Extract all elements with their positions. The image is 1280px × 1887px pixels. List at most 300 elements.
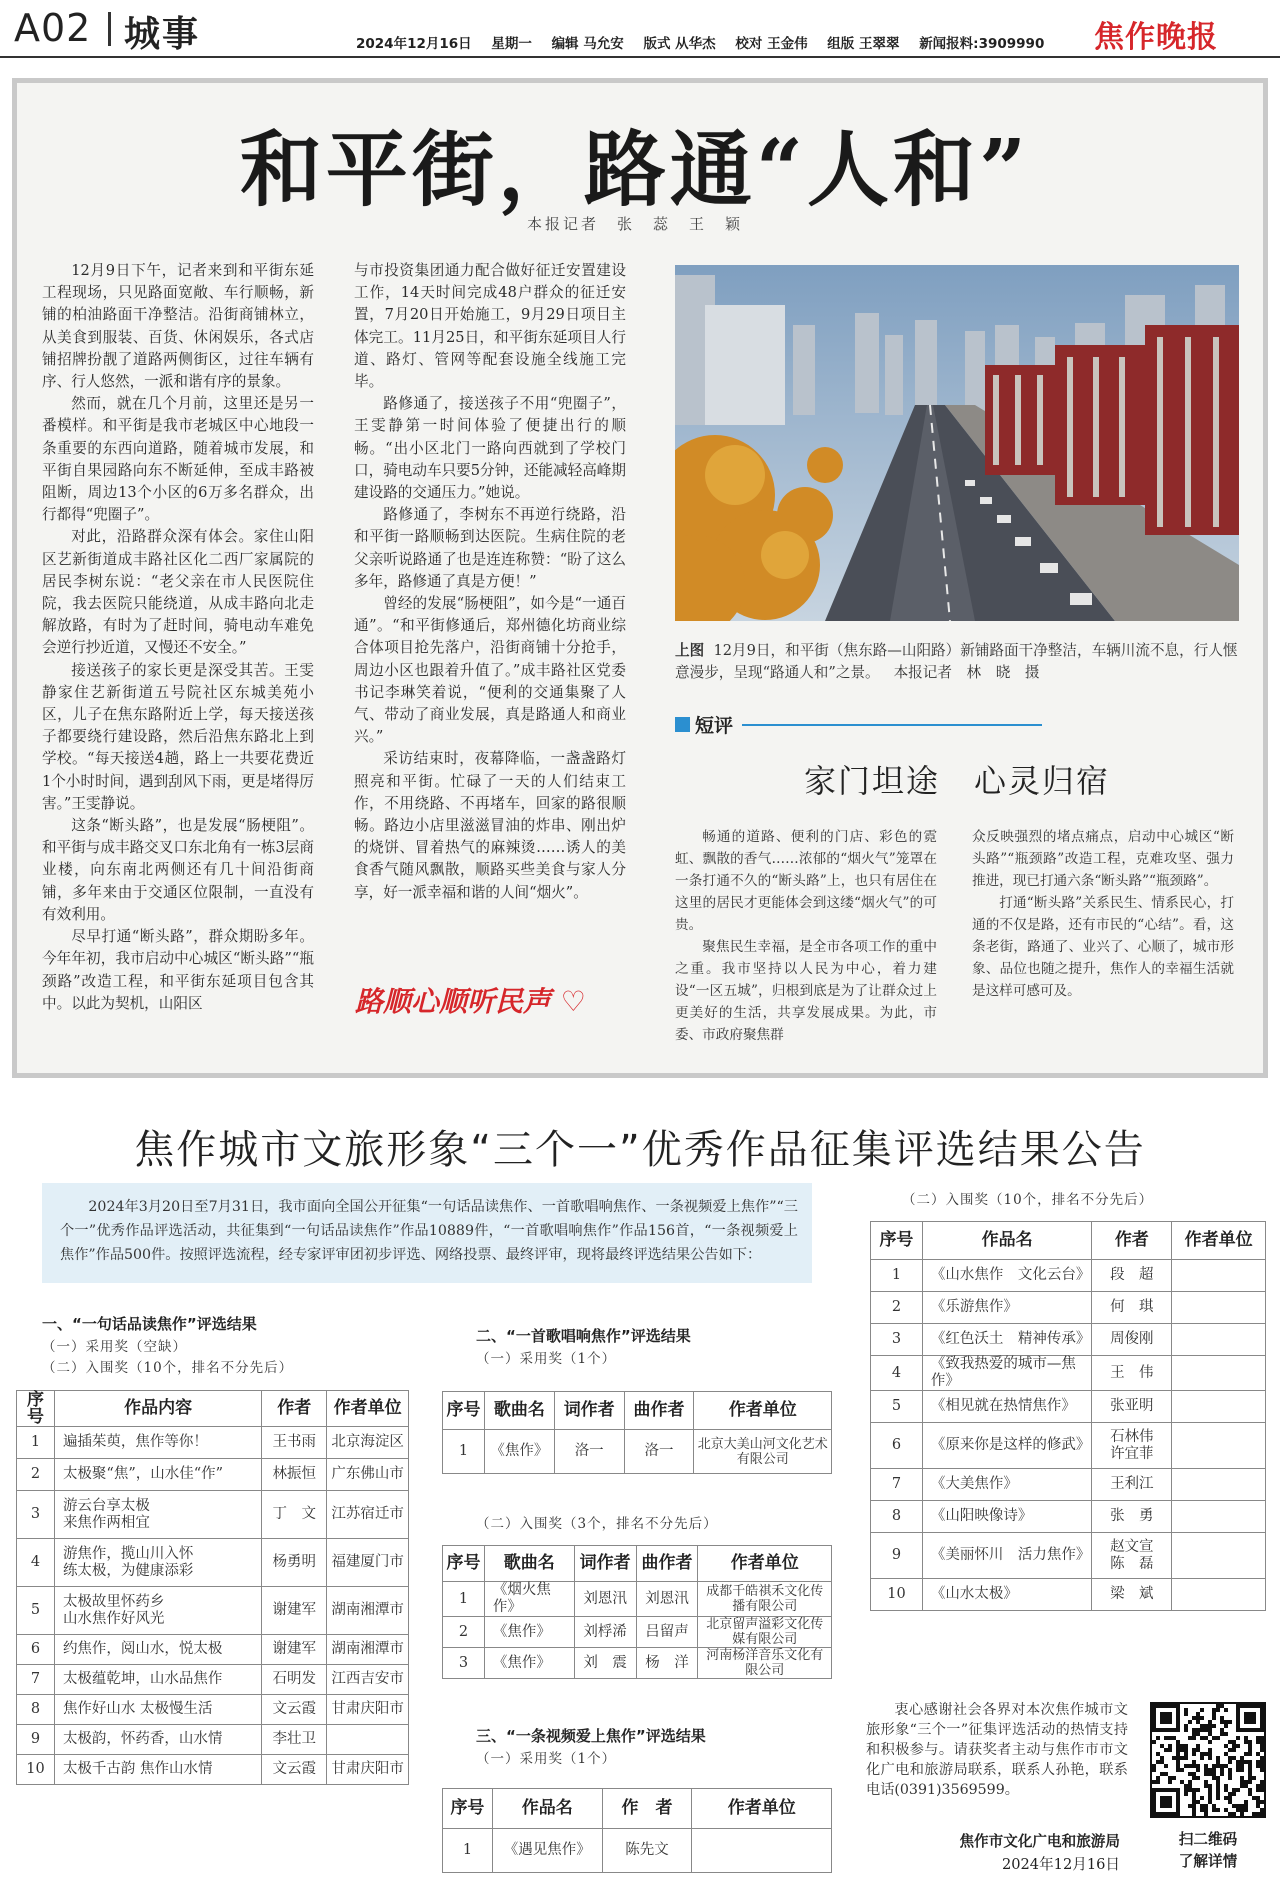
qr-module (1160, 1744, 1164, 1748)
qr-module (1240, 1756, 1244, 1760)
article-paragraph: 对此，沿路群众深有体会。家住山阳区艺新街道成丰路社区化二西厂家属院的居民李树东说：“老父亲在市人民医院住院，我去医院只能绕道，从成丰路向北走解放路，有时为了赶时间，骑电动车难免会逆行抄近道，又慢还不安全。” (42, 528, 314, 657)
table-cell: 5 (871, 1391, 923, 1423)
qr-module (1192, 1760, 1196, 1764)
qr-module (1184, 1724, 1188, 1728)
issue-date: 2024年12月16日 (356, 36, 472, 52)
qr-module (1192, 1764, 1196, 1768)
table-row (17, 1635, 409, 1665)
table-cell: 文云霞 (262, 1755, 327, 1785)
table-cell: 石明发 (262, 1665, 327, 1695)
column-header: 曲作者 (624, 1392, 694, 1430)
editor-credit: 编辑 马允安 (551, 36, 624, 52)
qr-module (1184, 1792, 1188, 1796)
column-header: 作品名 (922, 1222, 1092, 1260)
qr-module (1192, 1732, 1196, 1736)
table-cell: 段 超 (1092, 1260, 1172, 1292)
qr-module (1260, 1808, 1264, 1812)
table-cell: 刘桴浠 (574, 1617, 636, 1648)
table-row (871, 1292, 1266, 1324)
table-cell: 吕留声 (636, 1617, 698, 1648)
table-cell (1172, 1423, 1266, 1469)
qr-module (1208, 1748, 1212, 1752)
qr-module (1240, 1804, 1244, 1808)
table-header-row (443, 1392, 832, 1430)
qr-module (1224, 1808, 1228, 1812)
table-cell: 湖南湘潭市 (327, 1587, 409, 1635)
qr-module (1204, 1772, 1208, 1776)
table-cell: 福建厦门市 (327, 1539, 409, 1587)
section-2-title: 二、“一首歌唱响焦作”评选结果 (476, 1327, 691, 1345)
commentary-tag-label: 短评 (695, 714, 734, 737)
table-cell: 江西吉安市 (327, 1665, 409, 1695)
table-cell: 洛一 (554, 1430, 624, 1474)
qr-module (1180, 1756, 1184, 1760)
qr-module (1220, 1716, 1224, 1720)
qr-module (1224, 1752, 1228, 1756)
column-header: 歌曲名 (484, 1392, 554, 1430)
edition-meta (356, 32, 1059, 52)
qr-module (1248, 1752, 1252, 1756)
qr-module (1260, 1788, 1264, 1792)
table-cell: 6 (871, 1423, 923, 1469)
qr-module (1208, 1720, 1212, 1724)
section-1-title: 一、“一句话品读焦作”评选结果 (42, 1315, 257, 1333)
table-cell: 甘肃庆阳市 (327, 1695, 409, 1725)
qr-module (1184, 1748, 1188, 1752)
table-header-row (17, 1391, 409, 1427)
table-cell: 太极蕴乾坤，山水品焦作 (54, 1665, 261, 1695)
qr-module (1224, 1732, 1228, 1736)
qr-module (1200, 1756, 1204, 1760)
qr-module (1188, 1772, 1192, 1776)
table-cell: 3 (17, 1491, 55, 1539)
qr-module (1184, 1752, 1188, 1756)
slogan-banner (355, 980, 586, 1020)
qr-module (1196, 1744, 1200, 1748)
qr-module (1168, 1780, 1172, 1784)
table-cell: 约焦作，阅山水，悦太极 (54, 1635, 261, 1665)
qr-caption: 扫二维码 了解详情 (1178, 1831, 1238, 1870)
qr-module (1224, 1724, 1228, 1728)
qr-module (1196, 1788, 1200, 1792)
qr-module (1192, 1716, 1196, 1720)
section-1-shortlist: （二）入围奖（10个，排名不分先后） (42, 1360, 294, 1376)
article-paragraph: 这条“断头路”，也是发展“肠梗阻”。和平街与成丰路交叉口东北角有一栋3层商业楼，向东南北两侧还有几十间沿街商铺，多年来由于交通区位限制，一直没有有效利用。 (42, 817, 314, 923)
qr-module (1160, 1772, 1164, 1776)
qr-module (1256, 1760, 1260, 1764)
article-paragraph: 12月9日下午，记者来到和平街东延工程现场，只见路面宽敞、车行顺畅，新铺的柏油路面干净整洁。沿街商铺林立，从美食到服装、百货、休闲娱乐，各式店铺招牌扮靓了道路两侧街区，过往车辆有序、行人悠然，一派和谐有序的景象。 (42, 262, 314, 391)
qr-module (1260, 1756, 1264, 1760)
table-cell: 游焦作，揽山川入怀 练太极，为健康添彩 (54, 1539, 261, 1587)
qr-module (1216, 1756, 1220, 1760)
qr-module (1236, 1808, 1240, 1812)
qr-module (1220, 1764, 1224, 1768)
qr-module (1260, 1760, 1264, 1764)
qr-module (1196, 1776, 1200, 1780)
table-cell: 遍插茱萸，焦作等你！ (54, 1427, 261, 1459)
qr-module (1232, 1804, 1236, 1808)
announcement-title: 焦作城市文旅形象“三个一”优秀作品征集评选结果公告 (134, 1127, 1146, 1173)
qr-module (1196, 1768, 1200, 1772)
qr-module (1204, 1768, 1208, 1772)
column-header: 序号 (17, 1391, 55, 1427)
qr-module (1260, 1748, 1264, 1752)
qr-module (1240, 1768, 1244, 1772)
table-cell (1172, 1391, 1266, 1423)
table-row (871, 1533, 1266, 1579)
table-cell: 7 (871, 1469, 923, 1501)
table-cell: 9 (17, 1725, 55, 1755)
qr-module (1240, 1776, 1244, 1780)
qr-module (1168, 1744, 1172, 1748)
qr-module (1244, 1784, 1248, 1788)
qr-module (1180, 1744, 1184, 1748)
qr-module (1252, 1796, 1256, 1800)
table-cell: 8 (17, 1695, 55, 1725)
qr-module (1260, 1768, 1264, 1772)
qr-module (1256, 1812, 1260, 1816)
song-shortlist-table (442, 1545, 832, 1679)
qr-module (1176, 1752, 1180, 1756)
column-header: 作者单位 (1172, 1222, 1266, 1260)
qr-module (1192, 1776, 1196, 1780)
qr-module (1212, 1804, 1216, 1808)
qr-module (1256, 1788, 1260, 1792)
qr-module (1192, 1728, 1196, 1732)
qr-module (1256, 1764, 1260, 1768)
qr-module (1228, 1796, 1232, 1800)
table-cell: 《美丽怀川 活力焦作》 (922, 1533, 1092, 1579)
table-cell: 1 (17, 1427, 55, 1459)
announcement-intro: 2024年3月20日至7月31日，我市面向全国公开征集“一句话品读焦作、一首歌唱响焦作、一条视频爱上焦作”“三个一”优秀作品评选活动，共征集到“一句话品读焦作”作品10889件，“一首歌唱响焦作”作品156首，“一条视频爱上焦作”作品500件。按照评选流程，经专家评审团初步评选、网络投票、最终评审，现将最终评选结果公告如下： (42, 1183, 812, 1283)
qr-module (1244, 1760, 1248, 1764)
qr-module (1172, 1776, 1176, 1780)
qr-code[interactable] (1150, 1702, 1266, 1818)
qr-module (1192, 1752, 1196, 1756)
table-cell: 焦作好山水 太极慢生活 (54, 1695, 261, 1725)
qr-module (1212, 1808, 1216, 1812)
qr-module (1260, 1780, 1264, 1784)
qr-module (1248, 1780, 1252, 1784)
table-cell: 《致我热爱的城市—焦作》 (922, 1356, 1092, 1391)
masthead-divider (108, 12, 111, 46)
qr-module (1220, 1768, 1224, 1772)
article-paragraph: 尽早打通“断头路”，群众期盼多年。今年年初，我市启动中心城区“断头路”“瓶颈路”改造工程，和平街东延项目包含其中。以此为契机，山阳区 (42, 928, 314, 1012)
qr-module (1176, 1760, 1180, 1764)
qr-module (1192, 1804, 1196, 1808)
qr-module (1224, 1720, 1228, 1724)
qr-module (1216, 1704, 1220, 1708)
table-row (871, 1501, 1266, 1533)
column-header: 序号 (443, 1789, 493, 1829)
qr-module (1216, 1808, 1220, 1812)
qr-module (1248, 1744, 1252, 1748)
qr-module (1244, 1800, 1248, 1804)
photo-caption (675, 640, 1239, 684)
table-cell: 9 (871, 1533, 923, 1579)
qr-module (1228, 1812, 1232, 1816)
qr-module (1176, 1756, 1180, 1760)
qr-module (1196, 1712, 1200, 1716)
table-cell: 刘 震 (574, 1648, 636, 1679)
qr-module (1256, 1740, 1260, 1744)
qr-module (1212, 1724, 1216, 1728)
qr-module (1232, 1812, 1236, 1816)
qr-module (1188, 1764, 1192, 1768)
qr-module (1152, 1740, 1156, 1744)
qr-module (1228, 1720, 1232, 1724)
table-cell: 4 (17, 1539, 55, 1587)
qr-module (1200, 1728, 1204, 1732)
qr-module (1224, 1788, 1228, 1792)
table-cell (1172, 1324, 1266, 1356)
qr-module (1244, 1780, 1248, 1784)
qr-module (1216, 1776, 1220, 1780)
qr-module (1224, 1764, 1228, 1768)
section-name: 城事 (124, 14, 201, 55)
caption-lead: 上图 (675, 642, 705, 659)
table-row (443, 1582, 832, 1617)
qr-module (1176, 1764, 1180, 1768)
table-row (443, 1617, 832, 1648)
qr-module (1188, 1736, 1192, 1740)
qr-module (1168, 1748, 1172, 1752)
qr-module (1204, 1724, 1208, 1728)
qr-module (1256, 1784, 1260, 1788)
commentary-paragraph: 聚焦民生幸福，是全市各项工作的重中之重。我市坚持以人民为中心，着力建设“一区五城”，归根到底是为了让群众过上更美好的生活，共享发展成果。为此，市委、市政府聚焦群 (675, 939, 937, 1043)
video-adopt-table (442, 1788, 832, 1873)
table-cell: 1 (871, 1260, 923, 1292)
qr-module (1208, 1724, 1212, 1728)
qr-module (1204, 1804, 1208, 1808)
qr-module (1224, 1796, 1228, 1800)
qr-module (1196, 1728, 1200, 1732)
table-row (443, 1430, 832, 1474)
qr-module (1248, 1764, 1252, 1768)
qr-module (1260, 1812, 1264, 1816)
qr-module (1192, 1800, 1196, 1804)
table-row (17, 1695, 409, 1725)
qr-module (1208, 1752, 1212, 1756)
table-cell: 李壮卫 (262, 1725, 327, 1755)
qr-module (1236, 1804, 1240, 1808)
table-cell: 1 (443, 1430, 485, 1474)
table-row (871, 1391, 1266, 1423)
table-cell: 《原来你是这样的修武》 (922, 1423, 1092, 1469)
qr-module (1180, 1748, 1184, 1752)
section-3-adopt: （一）采用奖（1个） (476, 1751, 617, 1767)
qr-module (1208, 1796, 1212, 1800)
qr-module (1240, 1760, 1244, 1764)
qr-module (1256, 1804, 1260, 1808)
qr-module (1200, 1752, 1204, 1756)
table-cell: 河南杨洋音乐文化有限公司 (698, 1648, 832, 1679)
qr-module (1212, 1736, 1216, 1740)
table-cell: 张亚明 (1092, 1391, 1172, 1423)
table-cell: 太极韵，怀药香，山水情 (54, 1725, 261, 1755)
table-header-row (871, 1222, 1266, 1260)
qr-module (1152, 1780, 1156, 1784)
table-row (871, 1579, 1266, 1611)
table-cell: 石林伟 许宜菲 (1092, 1423, 1172, 1469)
qr-module (1216, 1780, 1220, 1784)
table-cell: 3 (871, 1324, 923, 1356)
table-cell (1172, 1260, 1266, 1292)
table-cell: 陈先文 (602, 1829, 692, 1873)
table-cell: 刘恩汛 (574, 1582, 636, 1617)
commentary-rule (742, 724, 1042, 726)
qr-module (1228, 1760, 1232, 1764)
qr-module (1216, 1760, 1220, 1764)
table-cell: 《焦作》 (484, 1617, 574, 1648)
qr-module (1252, 1812, 1256, 1816)
table-cell (327, 1725, 409, 1755)
qr-module (1164, 1748, 1168, 1752)
qr-module (1200, 1736, 1204, 1740)
qr-module (1184, 1756, 1188, 1760)
qr-module (1176, 1744, 1180, 1748)
feature-headline: 和平街，路通“人和” (239, 122, 1031, 218)
table-cell: 7 (17, 1665, 55, 1695)
article-paragraph: 然而，就在几个月前，这里还是另一番模样。和平街是我市老城区中心地段一条重要的东西向道路，随着城市发展，和平街自果园路向东不断延伸，至成丰路被阻断，周边13个小区的6万多名群众，出行都得“兜圈子”。 (42, 395, 314, 524)
qr-module (1196, 1716, 1200, 1720)
column-header: 作者单位 (327, 1391, 409, 1427)
issue-date-footer: 2024年12月16日 (1001, 1856, 1120, 1873)
qr-module (1192, 1812, 1196, 1816)
qr-module (1188, 1720, 1192, 1724)
qr-module (1240, 1784, 1244, 1788)
section-3-title: 三、“一条视频爱上焦作”评选结果 (476, 1727, 706, 1745)
qr-module (1220, 1728, 1224, 1732)
qr-module (1232, 1788, 1236, 1792)
commentary-title: 家门坦途 心灵归宿 (803, 762, 1110, 800)
article-paragraph: 曾经的发展“肠梗阻”，如今是“一通百通”。“和平街修通后，郑州德化坊商业综合体项目抢先落户，沿街商铺十分抢手，周边小区也跟着升值了。”成丰路社区党委书记李琳笑着说，“便利的交通集聚了人气、带动了商业发展，真是路通人和商业兴。” (354, 595, 626, 746)
qr-module (1156, 1760, 1160, 1764)
article-column-2 (354, 260, 626, 904)
compose-credit: 组版 王翠翠 (827, 36, 900, 52)
qr-module (1228, 1756, 1232, 1760)
qr-module (1216, 1792, 1220, 1796)
qr-module (1204, 1812, 1208, 1816)
table-cell: 甘肃庆阳市 (327, 1755, 409, 1785)
column-header: 序号 (871, 1222, 923, 1260)
qr-module (1160, 1756, 1164, 1760)
qr-module (1212, 1708, 1216, 1712)
qr-module (1200, 1724, 1204, 1728)
qr-module (1228, 1776, 1232, 1780)
qr-module (1184, 1728, 1188, 1732)
table-cell: 太极故里怀药乡 山水焦作好风光 (54, 1587, 261, 1635)
table-cell: 《遇见焦作》 (492, 1829, 602, 1873)
article-paragraph: 接送孩子的家长更是深受其苦。王雯静家住艺新街道五号院社区东城美苑小区，儿子在焦东路附近上学，每天接送孩子都要绕行建设路，然后沿焦东路北上到学校。“每天接送4趟，路上一共要花费近1个小时时间，遇到刮风下雨，更是堵得厉害。”王雯静说。 (42, 661, 314, 812)
issue-weekday: 星期一 (491, 36, 532, 52)
commentary-column-2 (972, 826, 1234, 1002)
qr-module (1244, 1808, 1248, 1812)
table-row (17, 1427, 409, 1459)
qr-module (1204, 1780, 1208, 1784)
qr-module (1204, 1784, 1208, 1788)
qr-module (1244, 1752, 1248, 1756)
qr-module (1200, 1708, 1204, 1712)
qr-module (1192, 1736, 1196, 1740)
qr-module (1224, 1744, 1228, 1748)
masthead (0, 0, 1280, 58)
article-paragraph: 与市投资集团通力配合做好征迁安置建设工作，14天时间完成48户群众的征迁安置，7月20日开始施工，9月29日项目主体完工。11月25日，和平街东延项目人行道、路灯、管网等配套设施全线施工完毕。 (354, 262, 626, 391)
qr-module (1244, 1740, 1248, 1744)
qr-module (1216, 1736, 1220, 1740)
qr-module (1156, 1780, 1160, 1784)
qr-module (1256, 1796, 1260, 1800)
qr-module (1200, 1796, 1204, 1800)
table-cell: 6 (17, 1635, 55, 1665)
caption-credit: 本报记者 林 晓 摄 (893, 664, 1040, 681)
column-header: 作者单位 (698, 1546, 832, 1582)
commentary-tag (675, 714, 734, 737)
qr-module (1192, 1788, 1196, 1792)
table-row (17, 1459, 409, 1491)
qr-module (1208, 1740, 1212, 1744)
qr-module (1212, 1712, 1216, 1716)
table-header-row (443, 1546, 832, 1582)
qr-module (1248, 1748, 1252, 1752)
qr-module (1152, 1768, 1156, 1772)
qr-finder (1160, 1712, 1172, 1724)
table-cell: 杨勇明 (262, 1539, 327, 1587)
qr-module (1208, 1732, 1212, 1736)
qr-module (1260, 1744, 1264, 1748)
qr-module (1176, 1740, 1180, 1744)
caption-text: 12月9日，和平街（焦东路—山阳路）新铺路面干净整洁，车辆川流不息，行人惬意漫步，呈现“路通人和”之景。 (675, 642, 1238, 681)
table-cell (1172, 1533, 1266, 1579)
table-cell: 谢建军 (262, 1635, 327, 1665)
qr-module (1164, 1772, 1168, 1776)
table-cell: 丁 文 (262, 1491, 327, 1539)
qr-module (1248, 1776, 1252, 1780)
table-cell: 洛一 (624, 1430, 694, 1474)
qr-module (1188, 1788, 1192, 1792)
article-paragraph: 路修通了，李树东不再逆行绕路，沿和平街一路顺畅到达医院。生病住院的老父亲听说路通了也是连连称赞：“盼了这么多年，路修通了真是方便！” (354, 506, 626, 590)
feature-byline: 本报记者 张 蕊 王 颖 (526, 215, 743, 233)
qr-module (1244, 1804, 1248, 1808)
table-cell: 1 (443, 1582, 485, 1617)
thanks-note: 衷心感谢社会各界对本次焦作城市文旅形象“三个一”征集评选活动的热情支持和积极参与。请获奖者主动与焦作市市文化广电和旅游局联系，联系人孙艳，联系电话(0391)3569599。 (866, 1702, 1128, 1798)
column-header: 作 者 (602, 1789, 692, 1829)
qr-module (1224, 1784, 1228, 1788)
column-header: 作者 (262, 1391, 327, 1427)
qr-module (1200, 1716, 1204, 1720)
commentary-paragraph: 众反映强烈的堵点痛点，启动中心城区“断头路”“瓶颈路”改造工程，克难攻坚、强力推进，现已打通六条“断头路”“瓶颈路”。 (972, 829, 1234, 889)
qr-module (1248, 1760, 1252, 1764)
issuer-name: 焦作市文化广电和旅游局 (959, 1833, 1120, 1850)
table-row (871, 1423, 1266, 1469)
qr-module (1236, 1760, 1240, 1764)
qr-module (1228, 1772, 1232, 1776)
column-header: 序号 (443, 1392, 485, 1430)
street-photo (675, 265, 1239, 621)
table-cell: 王书雨 (262, 1427, 327, 1459)
column-header: 曲作者 (636, 1546, 698, 1582)
qr-module (1220, 1720, 1224, 1724)
qr-finder (1244, 1712, 1256, 1724)
qr-module (1228, 1800, 1232, 1804)
qr-module (1184, 1788, 1188, 1792)
qr-module (1212, 1772, 1216, 1776)
article-paragraph: 路修通了，接送孩子不用“兜圈子”，王雯静第一时间体验了便捷出行的顺畅。“出小区北门一路向西就到了学校门口，骑电动车只要5分钟，还能减轻高峰期建设路的交通压力。”她说。 (354, 395, 626, 502)
qr-module (1156, 1752, 1160, 1756)
qr-module (1204, 1764, 1208, 1768)
qr-module (1180, 1780, 1184, 1784)
qr-module (1216, 1788, 1220, 1792)
